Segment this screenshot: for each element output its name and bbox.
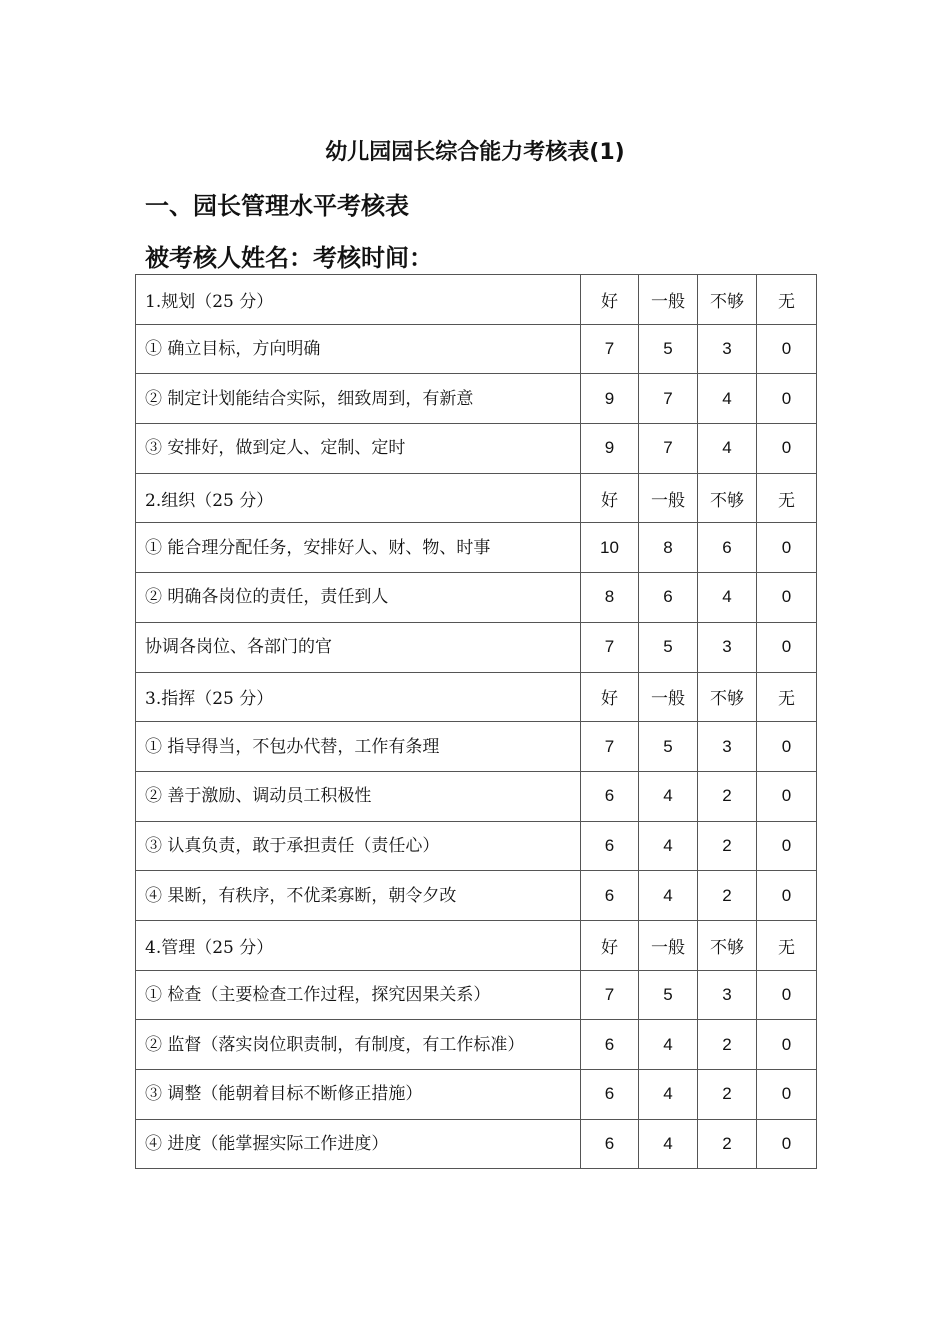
score-cell: 8: [639, 523, 698, 573]
criterion-label: ② 制定计划能结合实际，细致周到，有新意: [136, 374, 581, 424]
score-cell: 0: [757, 424, 817, 474]
score-cell: 0: [757, 771, 817, 821]
examinee-info-line: 被考核人姓名：考核时间：: [145, 244, 433, 272]
score-cell: 4: [639, 1020, 698, 1070]
criterion-label: ② 明确各岗位的责任，责任到人: [136, 573, 581, 623]
criterion-label: ③ 安排好，做到定人、定制、定时: [136, 424, 581, 474]
table-row: [136, 1119, 817, 1169]
rating-column-header: 无: [757, 920, 817, 970]
rating-column-header: 好: [581, 920, 639, 970]
score-cell: 4: [639, 871, 698, 921]
rating-column-header: 一般: [639, 672, 698, 722]
score-cell: 6: [581, 821, 639, 871]
assessment-table: [135, 274, 817, 1169]
section-header-row: [136, 920, 817, 970]
score-cell: 7: [581, 970, 639, 1020]
document-title: 幼儿园园长综合能力考核表(1): [325, 140, 625, 165]
score-cell: 9: [581, 424, 639, 474]
score-cell: 0: [757, 821, 817, 871]
table-row: [136, 970, 817, 1020]
score-cell: 2: [698, 871, 757, 921]
section-header-row: [136, 473, 817, 523]
table-row: [136, 424, 817, 474]
rating-column-header: 不够: [698, 672, 757, 722]
criterion-label: ③ 调整（能朝着目标不断修正措施）: [136, 1070, 581, 1120]
score-cell: 6: [581, 871, 639, 921]
score-cell: 2: [698, 1070, 757, 1120]
score-cell: 3: [698, 970, 757, 1020]
score-cell: 6: [581, 1070, 639, 1120]
table-row: [136, 622, 817, 672]
section-heading: 一、园长管理水平考核表: [145, 192, 409, 220]
score-cell: 5: [639, 324, 698, 374]
score-cell: 0: [757, 1070, 817, 1120]
score-cell: 0: [757, 374, 817, 424]
table-row: [136, 871, 817, 921]
score-cell: 10: [581, 523, 639, 573]
rating-column-header: 无: [757, 473, 817, 523]
section-header-row: [136, 672, 817, 722]
score-cell: 4: [639, 1119, 698, 1169]
section-header-label: 1.规划（25 分）: [136, 275, 581, 325]
criterion-label: ① 能合理分配任务，安排好人、财、物、时事: [136, 523, 581, 573]
rating-column-header: 好: [581, 473, 639, 523]
rating-column-header: 好: [581, 672, 639, 722]
score-cell: 4: [639, 821, 698, 871]
score-cell: 0: [757, 970, 817, 1020]
score-cell: 4: [698, 424, 757, 474]
score-cell: 8: [581, 573, 639, 623]
criterion-label: 协调各岗位、各部门的官: [136, 622, 581, 672]
criterion-label: ② 监督（落实岗位职责制，有制度，有工作标准）: [136, 1020, 581, 1070]
criterion-label: ④ 进度（能掌握实际工作进度）: [136, 1119, 581, 1169]
assessment-table-body: [136, 275, 817, 1169]
score-cell: 6: [581, 771, 639, 821]
rating-column-header: 一般: [639, 920, 698, 970]
score-cell: 0: [757, 324, 817, 374]
score-cell: 4: [639, 1070, 698, 1120]
section-header-row: [136, 275, 817, 325]
score-cell: 7: [639, 374, 698, 424]
score-cell: 3: [698, 324, 757, 374]
score-cell: 4: [698, 573, 757, 623]
rating-column-header: 好: [581, 275, 639, 325]
score-cell: 5: [639, 970, 698, 1020]
score-cell: 7: [581, 722, 639, 772]
rating-column-header: 无: [757, 672, 817, 722]
criterion-label: ① 指导得当，不包办代替，工作有条理: [136, 722, 581, 772]
rating-column-header: 不够: [698, 275, 757, 325]
score-cell: 0: [757, 622, 817, 672]
criterion-label: ② 善于激励、调动员工积极性: [136, 771, 581, 821]
score-cell: 0: [757, 1119, 817, 1169]
score-cell: 6: [581, 1119, 639, 1169]
score-cell: 2: [698, 771, 757, 821]
criterion-label: ① 确立目标，方向明确: [136, 324, 581, 374]
score-cell: 0: [757, 871, 817, 921]
score-cell: 0: [757, 722, 817, 772]
rating-column-header: 不够: [698, 473, 757, 523]
score-cell: 2: [698, 821, 757, 871]
score-cell: 3: [698, 722, 757, 772]
score-cell: 2: [698, 1020, 757, 1070]
table-row: [136, 573, 817, 623]
table-row: [136, 821, 817, 871]
table-row: [136, 374, 817, 424]
rating-column-header: 一般: [639, 473, 698, 523]
score-cell: 0: [757, 1020, 817, 1070]
score-cell: 0: [757, 573, 817, 623]
score-cell: 3: [698, 622, 757, 672]
score-cell: 5: [639, 622, 698, 672]
table-row: [136, 324, 817, 374]
score-cell: 6: [581, 1020, 639, 1070]
rating-column-header: 不够: [698, 920, 757, 970]
criterion-label: ① 检查（主要检查工作过程，探究因果关系）: [136, 970, 581, 1020]
rating-column-header: 无: [757, 275, 817, 325]
score-cell: 6: [639, 573, 698, 623]
score-cell: 4: [698, 374, 757, 424]
table-row: [136, 771, 817, 821]
score-cell: 4: [639, 771, 698, 821]
score-cell: 5: [639, 722, 698, 772]
score-cell: 0: [757, 523, 817, 573]
score-cell: 9: [581, 374, 639, 424]
section-header-label: 2.组织（25 分）: [136, 473, 581, 523]
score-cell: 7: [581, 622, 639, 672]
table-row: [136, 1020, 817, 1070]
table-row: [136, 1070, 817, 1120]
table-row: [136, 722, 817, 772]
rating-column-header: 一般: [639, 275, 698, 325]
section-header-label: 3.指挥（25 分）: [136, 672, 581, 722]
score-cell: 7: [581, 324, 639, 374]
criterion-label: ③ 认真负责，敢于承担责任（责任心）: [136, 821, 581, 871]
score-cell: 2: [698, 1119, 757, 1169]
table-row: [136, 523, 817, 573]
criterion-label: ④ 果断，有秩序，不优柔寡断，朝令夕改: [136, 871, 581, 921]
score-cell: 6: [698, 523, 757, 573]
section-header-label: 4.管理（25 分）: [136, 920, 581, 970]
score-cell: 7: [639, 424, 698, 474]
